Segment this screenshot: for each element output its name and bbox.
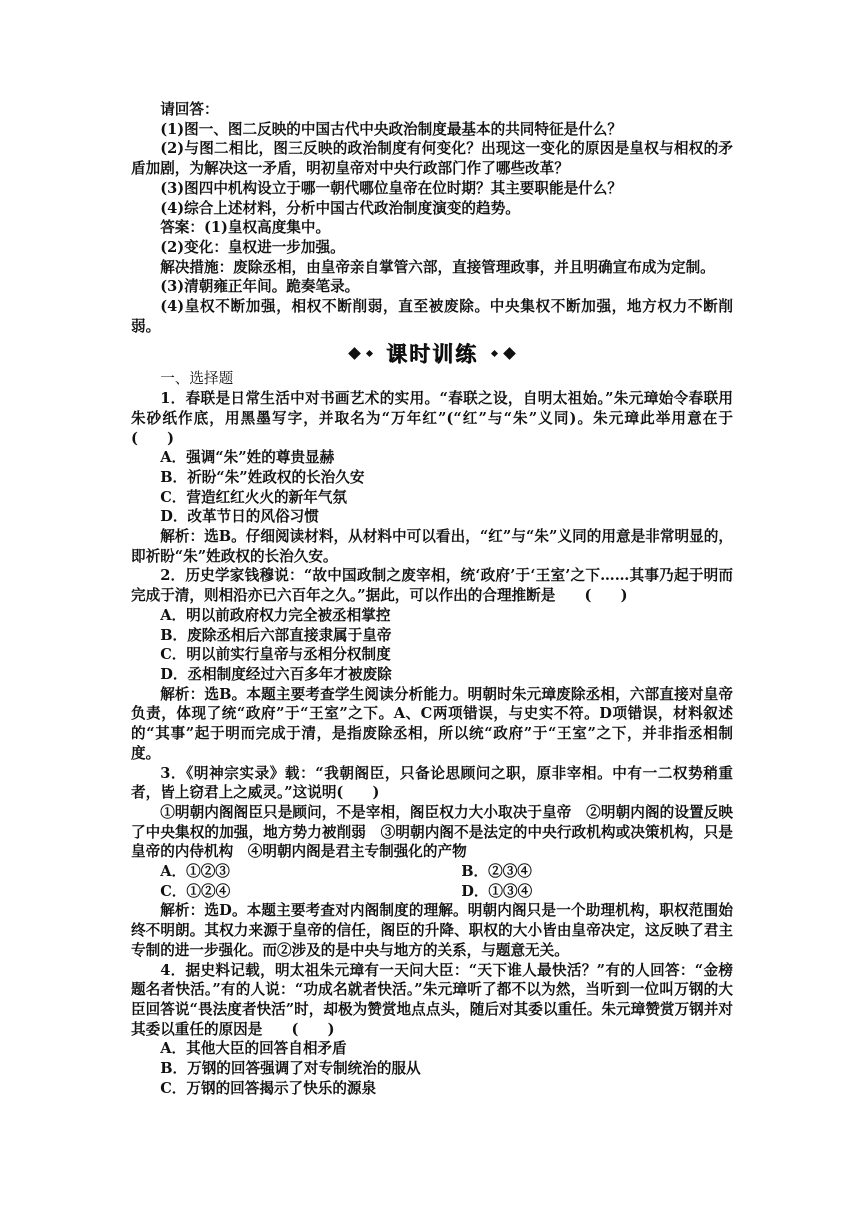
- q3-options-row-1: [131, 862, 733, 882]
- q3-stem: 3．《明神宗实录》载：“我朝阁臣，只备论思顾问之职，原非宰相。中有一二权势稍重者，皆上窃君上之威灵。”这说明( ): [131, 764, 733, 802]
- answer-3: (3)清朝雍正年间。跪奏笔录。: [160, 278, 360, 296]
- q2-option-b: B．废除丞相后六部直接隶属于皇帝: [160, 626, 392, 644]
- q1-stem: 1．春联是日常生活中对书画艺术的实用。“春联之设，自明太祖始。”朱元璋始令春联用朱砂纸作底，用黑墨写字，并取名为“万年红”(“红”与“朱”义同)。朱元璋此举用意在于( ): [131, 390, 733, 447]
- answer-1: 答案：(1)皇权高度集中。: [160, 219, 331, 237]
- q4-option-a: A．其他大臣的回答自相矛盾: [160, 1040, 347, 1058]
- section-banner: [131, 337, 733, 369]
- question-3: (3)图四中机构设立于哪一朝代哪位皇帝在位时期？其主要职能是什么？: [160, 179, 622, 197]
- q3-statements: ①明朝内阁阁臣只是顾问，不是宰相，阁臣权力大小取决于皇帝 ②明朝内阁的设置反映了中央集权的加强，地方势力被削弱 ③明朝内阁不是法定的中央行政机构或决策机构，只是皇帝的内侍机构 ④明朝内阁是君主专制强化的产物: [131, 803, 733, 861]
- diamond-icon: [503, 347, 516, 360]
- q1-option-d: D．改革节日的风俗习惯: [160, 508, 319, 526]
- q2-option-a: A．明以前政府权力完全被丞相掌控: [160, 606, 391, 624]
- diamond-small-icon: [366, 350, 373, 357]
- answer-2: (2)变化：皇权进一步加强。: [160, 238, 345, 256]
- q3-analysis: 解析：选D。本题主要考查对内阁制度的理解。明朝内阁只是一个助理机构，职权范围始终不明朗。其权力来源于皇帝的信任，阁臣的升降、职权的大小皆由皇帝决定，这反映了君主专制的进一步强化。而②涉及的是中央与地方的关系，与题意无关。: [131, 902, 733, 959]
- q1-analysis: 解析：选B。仔细阅读材料，从材料中可以看出，“红”与“朱”义同的用意是非常明显的，即祈盼“朱”姓政权的长治久安。: [131, 528, 733, 565]
- document-page: [131, 100, 733, 1098]
- q4-option-c: C．万钢的回答揭示了快乐的源泉: [160, 1079, 377, 1097]
- q2-analysis: 解析：选B。本题主要考查学生阅读分析能力。明朝时朱元璋废除丞相，六部直接对皇帝负责，体现了统“政府”于“王室”之下。A、C两项错误，与史实不符。D项错误，材料叙述的“其事”起于明而完成于清，是指废除丞相，所以统“政府”于“王室”之下，并非指丞相制度。: [131, 685, 733, 762]
- q3-option-a: A．①②③: [160, 863, 230, 881]
- prompt-text: 请回答：: [160, 101, 219, 118]
- banner-title: 课时训练: [386, 340, 478, 366]
- q3-option-c: C．①②④: [160, 882, 231, 900]
- diamond-small-icon: [491, 350, 498, 357]
- question-1: (1)图一、图二反映的中国古代中央政治制度最基本的共同特征是什么？: [160, 120, 622, 138]
- question-2: (2)与图二相比，图三反映的政治制度有何变化？出现这一变化的原因是皇权与相权的矛盾加剧，为解决这一矛盾，明初皇帝对中央行政部门作了哪些改革？: [131, 140, 733, 178]
- q1-option-c: C．营造红红火火的新年气氛: [160, 488, 347, 506]
- answer-4: (4)皇权不断加强，相权不断削弱，直至被废除。中央集权不断加强，地方权力不断削弱。: [131, 298, 733, 335]
- q2-stem: 2．历史学家钱穆说：“故中国政制之废宰相，统‘政府’于‘王室’之下……其事乃起于明而完成于清，则相沿亦已六百年之久。”据此，可以作出的合理推断是 ( ): [131, 567, 733, 605]
- q4-stem: 4．据史料记载，明太祖朱元璋有一天问大臣：“天下谁人最快活？”有的人回答：“金榜题名者快活。”有的人说：“功成名就者快活。”朱元璋听了都不以为然，当听到一位叫万钢的大臣回答说“畏法度者快活”时，却极为赞赏地点点头，随后对其委以重任。朱元璋赞赏万钢并对其委以重任的原因是 ( ): [131, 961, 733, 1038]
- q1-option-a: A．强调“朱”姓的尊贵显赫: [160, 449, 335, 467]
- q1-option-b: B．祈盼“朱”姓政权的长治久安: [160, 468, 365, 486]
- question-4: (4)综合上述材料，分析中国古代政治制度演变的趋势。: [160, 199, 520, 217]
- q3-option-b: B．②③④: [461, 863, 532, 881]
- q2-option-d: D．丞相制度经过六百多年才被废除: [160, 665, 392, 683]
- q4-option-b: B．万钢的回答强调了对专制统治的服从: [160, 1060, 421, 1078]
- q3-option-d: D．①③④: [461, 882, 533, 900]
- q2-option-c: C．明以前实行皇帝与丞相分权制度: [160, 646, 391, 664]
- diamond-icon: [348, 347, 361, 360]
- section-heading: 一、选择题: [160, 370, 234, 388]
- answer-measures: 解决措施：废除丞相，由皇帝亲自掌管六部，直接管理政事，并且明确宣布成为定制。: [160, 258, 715, 276]
- q3-options-row-2: [131, 882, 733, 902]
